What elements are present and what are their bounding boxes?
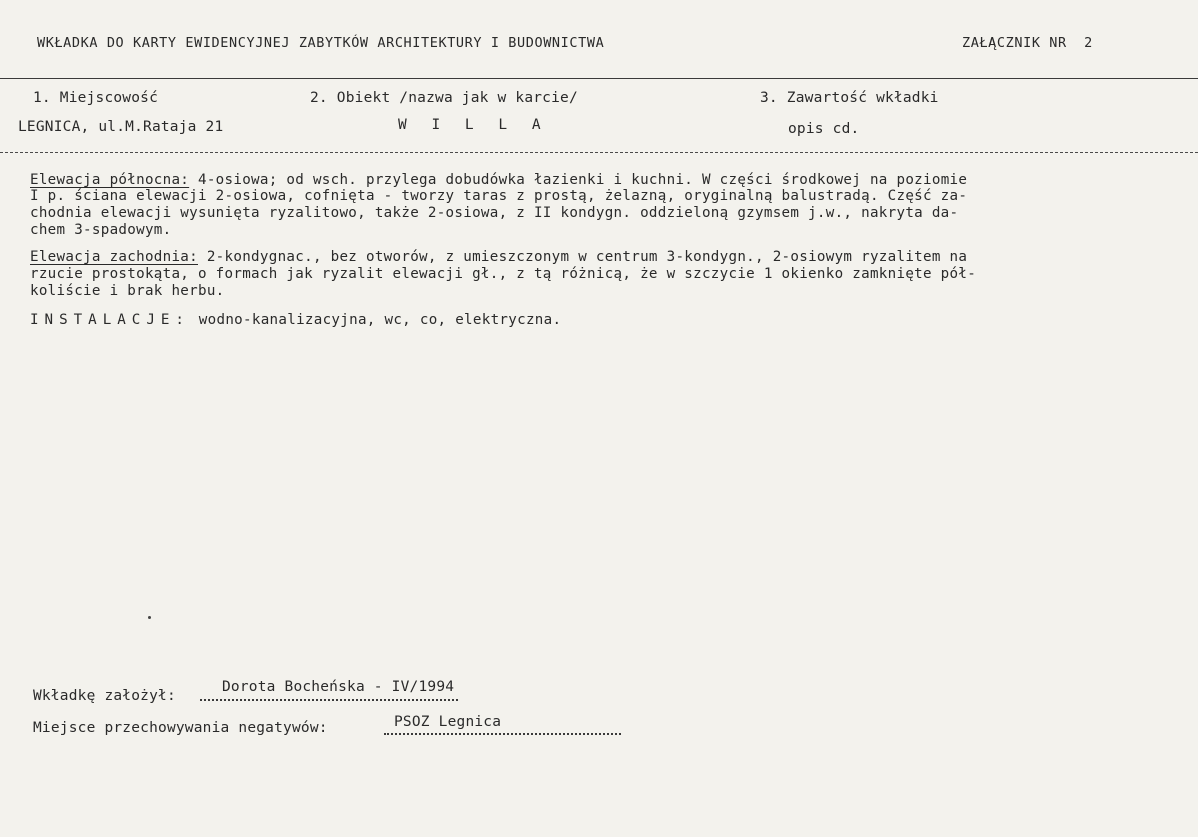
installations-line: INSTALACJE: wodno-kanalizacyjna, wc, co, elektryczna. xyxy=(30,312,562,328)
installations-heading: INSTALACJE: xyxy=(30,312,190,328)
object-value: W I L L A xyxy=(398,117,549,133)
west-elevation-heading: Elewacja zachodnia: xyxy=(30,249,198,265)
west-elevation-line-3: koliście i brak herbu. xyxy=(30,283,225,299)
content-value: opis cd. xyxy=(788,121,860,137)
content-label: 3. Zawartość wkładki xyxy=(760,90,939,106)
place-label: 1. Miejscowość xyxy=(33,90,159,106)
west-elevation-line-1: Elewacja zachodnia: 2-kondygnac., bez otworów, z umieszczonym w centrum 3-kondygn., 2-osiowym ryzalitem na xyxy=(30,249,968,265)
founder-value: Dorota Bocheńska - IV/1994 xyxy=(200,679,458,701)
negatives-value: PSOZ Legnica xyxy=(384,714,621,735)
document-title: WKŁADKA DO KARTY EWIDENCYJNEJ ZABYTKÓW ARCHITEKTURY I BUDOWNICTWA xyxy=(37,35,605,51)
header-rule xyxy=(0,78,1198,79)
north-elevation-line-4: chem 3-spadowym. xyxy=(30,222,172,238)
north-elevation-heading: Elewacja północna: xyxy=(30,172,190,188)
negatives-label: Miejsce przechowywania negatywów: xyxy=(33,720,328,736)
object-label: 2. Obiekt /nazwa jak w karcie/ xyxy=(310,90,578,106)
place-value: LEGNICA, ul.M.Rataja 21 xyxy=(18,119,224,135)
fields-rule xyxy=(0,152,1198,153)
attachment-number: ZAŁĄCZNIK NR 2 xyxy=(962,35,1093,51)
north-elevation-line-2: I p. ściana elewacji 2-osiowa, cofnięta - tworzy taras z prostą, żelazną, oryginalną balustradą. Część za- xyxy=(30,188,968,204)
north-elevation-line-1: Elewacja północna: 4-osiowa; od wsch. przylega dobudówka łazienki i kuchni. W części środkowej na poziomie xyxy=(30,172,968,188)
paper-speck xyxy=(148,616,151,619)
west-elevation-line-2: rzucie prostokąta, o formach jak ryzalit elewacji gł., z tą różnicą, że w szczycie 1 okienko zamknięte pół- xyxy=(30,266,977,282)
north-elevation-line-3: chodnia elewacji wysunięta ryzalitowo, także 2-osiowa, z II kondygn. oddzieloną gzymsem j.w., nakryta da- xyxy=(30,205,959,221)
founder-label: Wkładkę założył: xyxy=(33,688,176,704)
